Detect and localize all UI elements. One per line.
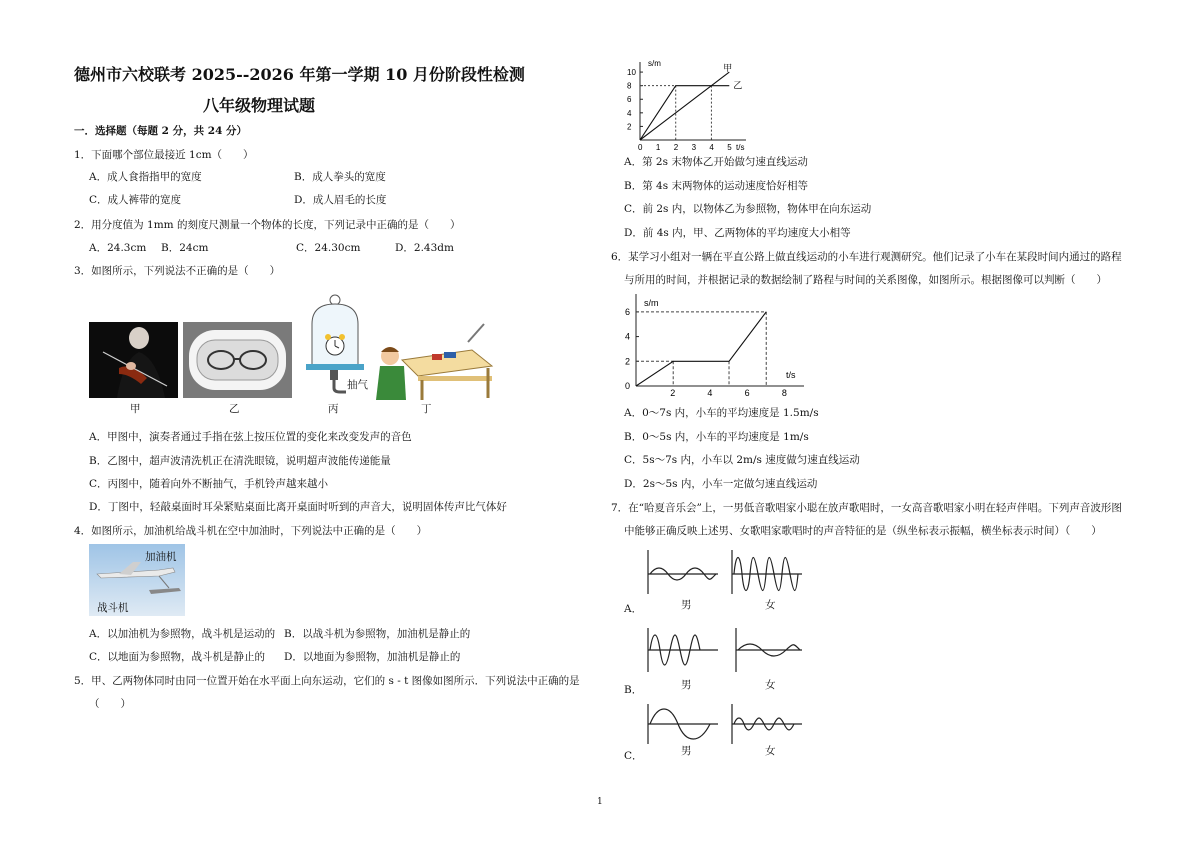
x-axis-label: t/s [736, 143, 745, 150]
q4-option-a: A．以加油机为参照物，战斗机是运动的 [89, 628, 276, 640]
y-axis-label: s/m [644, 298, 659, 308]
waveform-c-male [648, 704, 718, 744]
q3-option-b: B．乙图中，超声波清洗机正在清洗眼镜，说明超声波能传递能量 [89, 455, 391, 467]
st-graph-q5 [620, 58, 750, 150]
q3-option-d: D．丁图中，轻敲桌面时耳朵紧贴桌面比离开桌面时听到的声音大，说明固体传声比气体好 [89, 501, 507, 513]
waveform-option-b [644, 626, 804, 680]
q3-option-a: A．甲图中，演奏者通过手指在弦上按压位置的变化来改变发声的音色 [89, 431, 412, 443]
y-tick-label: 4 [625, 331, 631, 342]
waveform-a-female-label: 女 [765, 599, 776, 611]
y-tick-label: 2 [625, 356, 631, 367]
exam-title: 德州市六校联考 2025--2026 年第一学期 10 月份阶段性检测 [74, 65, 525, 84]
x-tick-label: 8 [781, 388, 787, 398]
violinist-photo [89, 322, 178, 398]
q5-option-a: A．第 2s 末物体乙开始做匀速直线运动 [624, 156, 808, 168]
q3-option-c: C．丙图中，随着向外不断抽气，手机铃声越来越小 [89, 478, 329, 490]
q6-option-b: B．0～5s 内，小车的平均速度是 1m/s [624, 431, 809, 443]
q7-stem: 7．在“哈夏音乐会”上，一男低音歌唱家小聪在放声歌唱时，一女高音歌唱家小明在轻声伴唱。下列声音波形图 [611, 502, 1122, 514]
q7-option-b-label: B． [624, 684, 643, 696]
q1-option-c: C．成人裤带的宽度 [89, 194, 182, 206]
series-line [636, 312, 766, 386]
x-tick-label: 2 [673, 143, 679, 150]
q5-option-b: B．第 4s 末两物体的运动速度恰好相等 [624, 180, 808, 192]
q1-stem: 1．下面哪个部位最接近 1cm（ ） [74, 149, 254, 161]
q7-option-a-label: A． [624, 603, 643, 615]
waveform-a-male [648, 550, 718, 594]
waveform-c-female-label: 女 [765, 745, 776, 757]
y-tick-label: 6 [627, 95, 632, 105]
desk-listening-diagram [372, 320, 494, 400]
waveform-b-female [736, 628, 802, 672]
waveform-a-male-label: 男 [681, 599, 692, 611]
series-label-jia: 甲 [723, 63, 733, 74]
series-line-jia [640, 72, 729, 140]
q3-stem: 3．如图所示，下列说法不正确的是（ ） [74, 265, 281, 277]
waveform-b-male [648, 628, 718, 672]
x-tick-label: 3 [691, 143, 697, 150]
q1-option-a: A．成人食指指甲的宽度 [89, 171, 202, 183]
q2-option-c: C．24.30cm [296, 242, 361, 254]
q6-stem: 6．某学习小组对一辆在平直公路上做直线运动的小车进行观测研究。他们记录了小车在某段时间内通过的路程 [611, 251, 1122, 263]
waveform-option-c [644, 702, 804, 748]
section-heading: 一．选择题（每题 2 分，共 24 分） [74, 125, 248, 137]
waveform-c-male-label: 男 [681, 745, 692, 757]
series-label-yi: 乙 [733, 80, 743, 91]
q4-option-d: D．以地面为参照物，加油机是静止的 [284, 651, 461, 663]
q7-stem-line2: 中能够正确反映上述男、女歌唱家歌唱时的声音特征的是（纵坐标表示振幅，横坐标表示时间）（ ） [624, 525, 1102, 537]
y-tick-label: 8 [627, 81, 632, 91]
st-graph-q6 [620, 292, 810, 400]
waveform-option-a [644, 548, 804, 608]
q6-option-d: D．2s～5s 内，小车一定做匀速直线运动 [624, 478, 818, 490]
page-number: 1 [597, 797, 603, 807]
q3-label-ding: 丁 [421, 403, 432, 415]
bell-jar-diagram [300, 292, 382, 400]
q2-option-d: D．2.43dm [395, 242, 454, 254]
q1-option-b: B．成人拳头的宽度 [294, 171, 386, 183]
q2-option-a: A．24.3cm [89, 242, 147, 254]
fighter-label: 战斗机 [97, 602, 129, 614]
q4-stem: 4．如图所示，加油机给战斗机在空中加油时，下列说法中正确的是（ ） [74, 525, 428, 537]
q5-stem-bracket: （ ） [89, 698, 131, 710]
q3-label-bing: 丙 [328, 403, 339, 415]
x-tick-label: 1 [655, 143, 661, 150]
y-tick-label: 4 [627, 108, 632, 118]
q5-option-c: C．前 2s 内，以物体乙为参照物，物体甲在向东运动 [624, 203, 872, 215]
q2-stem: 2．用分度值为 1mm 的刻度尺测量一个物体的长度，下列记录中正确的是（ ） [74, 219, 461, 231]
y-axis-label: s/m [648, 59, 661, 68]
x-axis-label: t/s [786, 370, 796, 380]
q3-label-jia: 甲 [130, 403, 141, 415]
y-tick-label: 0 [625, 381, 631, 391]
q6-option-a: A．0～7s 内，小车的平均速度是 1.5m/s [624, 407, 819, 419]
ultrasonic-cleaner-photo [183, 322, 292, 398]
waveform-a-female [732, 550, 802, 594]
tanker-label: 加油机 [145, 551, 177, 563]
series-line-yi [640, 86, 729, 140]
x-tick-label: 0 [638, 143, 643, 150]
q2-option-b: B．24cm [161, 242, 209, 254]
q4-option-c: C．以地面为参照物，战斗机是静止的 [89, 651, 266, 663]
x-tick-label: 6 [744, 388, 750, 398]
waveform-b-female-label: 女 [765, 679, 776, 691]
y-tick-label: 6 [625, 306, 631, 317]
q5-option-d: D．前 4s 内，甲、乙两物体的平均速度大小相等 [624, 227, 851, 239]
waveform-b-male-label: 男 [681, 679, 692, 691]
q6-stem-line2: 与所用的时间，并根据记录的数据绘制了路程与时间的关系图像，如图所示。根据图像可以判断（ ） [624, 274, 1107, 286]
y-tick-label: 10 [627, 68, 636, 78]
q6-option-c: C．5s～7s 内，小车以 2m/s 速度做匀速直线运动 [624, 454, 860, 466]
q3-label-yi: 乙 [229, 403, 240, 415]
x-tick-label: 2 [670, 388, 676, 398]
x-tick-label: 5 [727, 143, 732, 150]
q5-stem: 5．甲、乙两物体同时由同一位置开始在水平面上向东运动，它们的 s - t 图像如图所示．下列说法中正确的是 [74, 675, 580, 687]
exam-subtitle: 八年级物理试题 [203, 96, 316, 115]
q1-option-d: D．成人眉毛的长度 [294, 194, 387, 206]
q7-option-c-label: C． [624, 750, 643, 762]
q4-option-b: B．以战斗机为参照物，加油机是静止的 [284, 628, 471, 640]
waveform-c-female [732, 704, 802, 744]
x-tick-label: 4 [709, 143, 714, 150]
y-tick-label: 2 [627, 122, 632, 132]
x-tick-label: 4 [707, 388, 713, 398]
pump-label: 抽气 [347, 379, 368, 391]
